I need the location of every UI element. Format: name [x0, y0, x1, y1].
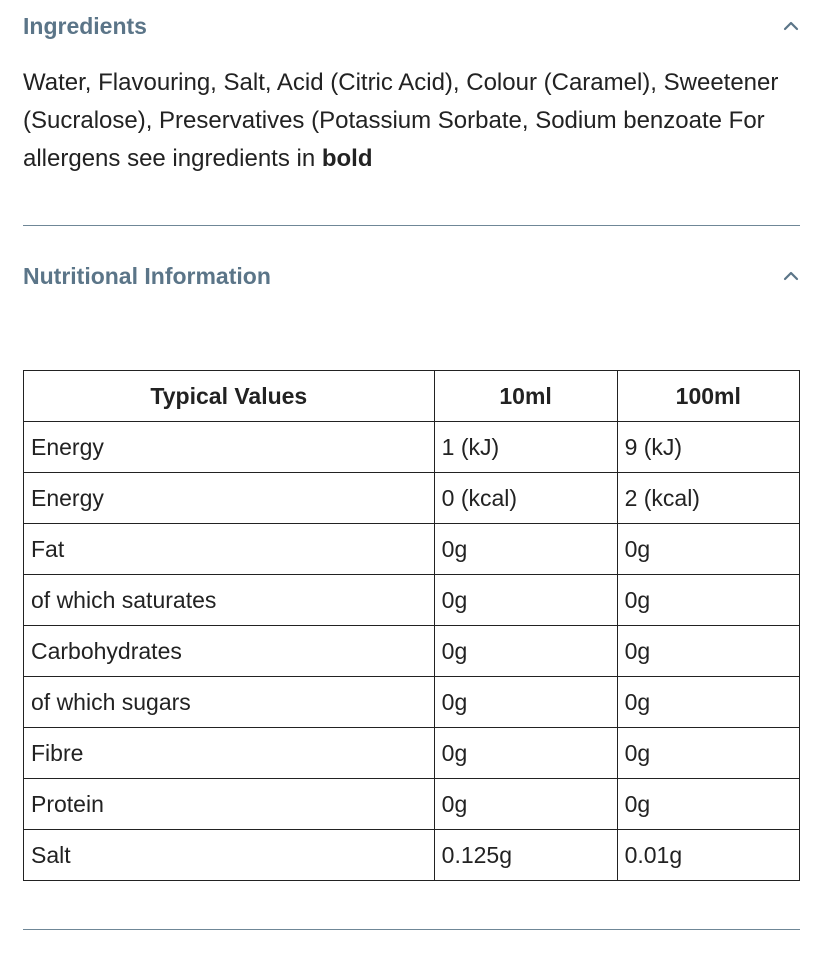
ingredients-title: Ingredients	[23, 12, 147, 39]
value-100ml: 0g	[617, 524, 799, 575]
chevron-up-icon[interactable]	[782, 17, 800, 35]
ingredients-list: Water, Flavouring, Salt, Acid (Citric Acid), Colour (Caramel), Sweetener (Sucralose), Preservatives (Potassium Sorbate, Sodium benzoate For allergens see ingredients in	[23, 69, 779, 172]
nutrient-name: of which sugars	[24, 677, 435, 728]
nutrient-name: Fibre	[24, 728, 435, 779]
nutrient-name: Carbohydrates	[24, 626, 435, 677]
nutrition-section	[23, 250, 800, 302]
nutrition-accordion-header[interactable]	[23, 250, 800, 302]
nutrient-name: of which saturates	[24, 575, 435, 626]
table-row	[24, 524, 800, 575]
chevron-up-icon[interactable]	[782, 267, 800, 285]
value-10ml: 0g	[434, 677, 617, 728]
table-row	[24, 677, 800, 728]
value-10ml: 0g	[434, 779, 617, 830]
nutrition-table	[23, 370, 800, 881]
value-100ml: 0.01g	[617, 830, 799, 881]
value-10ml: 0g	[434, 524, 617, 575]
nutrient-name: Energy	[24, 422, 435, 473]
table-row	[24, 728, 800, 779]
table-row	[24, 626, 800, 677]
value-10ml: 0 (kcal)	[434, 473, 617, 524]
allergen-bold-word: bold	[321, 145, 373, 172]
nutrient-name: Energy	[24, 473, 435, 524]
nutrition-title: Nutritional Information	[23, 262, 271, 289]
value-100ml: 0g	[617, 575, 799, 626]
value-100ml: 0g	[617, 626, 799, 677]
table-row	[24, 473, 800, 524]
ingredients-accordion-header[interactable]	[23, 0, 800, 52]
table-row	[24, 830, 800, 881]
value-10ml: 0.125g	[434, 830, 617, 881]
table-row	[24, 779, 800, 830]
value-100ml: 2 (kcal)	[617, 473, 799, 524]
table-row	[24, 575, 800, 626]
section-divider	[23, 929, 800, 930]
header-100ml: 100ml	[617, 371, 799, 422]
table-row	[24, 422, 800, 473]
nutrient-name: Protein	[24, 779, 435, 830]
value-10ml: 0g	[434, 626, 617, 677]
ingredients-section	[23, 0, 800, 178]
value-10ml: 0g	[434, 728, 617, 779]
ingredients-text	[23, 64, 800, 178]
header-10ml: 10ml	[434, 371, 617, 422]
nutrient-name: Salt	[24, 830, 435, 881]
value-100ml: 0g	[617, 677, 799, 728]
table-header-row	[24, 371, 800, 422]
section-divider	[23, 225, 800, 226]
value-100ml: 0g	[617, 779, 799, 830]
header-typical-values: Typical Values	[24, 371, 435, 422]
value-100ml: 0g	[617, 728, 799, 779]
nutrient-name: Fat	[24, 524, 435, 575]
value-10ml: 0g	[434, 575, 617, 626]
value-10ml: 1 (kJ)	[434, 422, 617, 473]
value-100ml: 9 (kJ)	[617, 422, 799, 473]
